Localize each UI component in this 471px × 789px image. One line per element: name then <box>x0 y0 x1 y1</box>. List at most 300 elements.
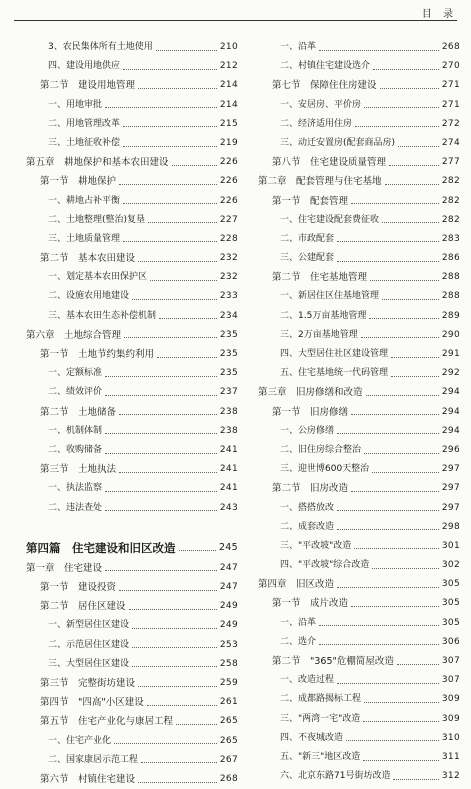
toc-entry-chapter[interactable] <box>258 172 460 191</box>
toc-entry-chapter[interactable] <box>258 575 460 594</box>
toc-entry-item[interactable] <box>26 479 238 498</box>
toc-entry-title: 五、住宅基地统一代码管理 <box>280 368 389 379</box>
toc-entry-page: 265 <box>219 735 238 746</box>
toc-entry-title: 第二节 基本农田建设 <box>40 253 136 265</box>
toc-entry-section[interactable] <box>26 76 238 95</box>
toc-entry-page: 268 <box>441 42 460 52</box>
toc-entry-gap <box>26 518 238 537</box>
toc-entry-title: 3、农民集体所有土地使用 <box>48 42 153 52</box>
toc-entry-page: 282 <box>441 214 460 225</box>
toc-entry-item[interactable] <box>26 422 238 441</box>
toc-entry-item[interactable] <box>26 192 238 211</box>
dot-leader <box>148 221 217 223</box>
toc-entry-page: 219 <box>219 137 238 148</box>
toc-entry-title: 二、收购储备 <box>48 444 103 455</box>
toc-entry-title: 一、划定基本农田保护区 <box>48 272 148 283</box>
toc-entry-page: 237 <box>219 387 238 398</box>
toc-entry-page: 282 <box>441 176 460 187</box>
toc-entry-item[interactable] <box>258 345 460 364</box>
toc-entry-title: 一、执法监察 <box>48 483 103 494</box>
toc-entry-page: 243 <box>219 502 238 513</box>
toc-entry-title: 一、定额标准 <box>48 368 103 379</box>
toc-entry-title: 一、改造过程 <box>280 675 335 686</box>
dot-leader <box>391 356 439 358</box>
toc-entry-page: 247 <box>219 562 238 573</box>
toc-entry-title: 一、住宅建设配套费征收 <box>280 214 380 225</box>
dot-leader <box>138 260 217 262</box>
toc-entry-page: 214 <box>219 80 238 91</box>
toc-entry-title: 二、成都路揭标工程 <box>280 694 362 705</box>
toc-entry-title: 三、基本农田生态补偿机制 <box>48 310 157 321</box>
dot-leader <box>363 759 439 761</box>
toc-entry-title: 二、旧住房综合整治 <box>280 444 362 455</box>
toc-entry-title: 第一节 土地节约集约利用 <box>40 349 155 360</box>
toc-entry-title: 三、2万亩基地管理 <box>280 329 358 340</box>
dot-leader <box>123 240 217 242</box>
toc-entry-title: 第一节 配套管理 <box>272 195 349 207</box>
toc-entry-title: 二、绩效评价 <box>48 387 103 398</box>
toc-entry-item[interactable] <box>26 383 238 402</box>
header-rule <box>14 20 457 21</box>
toc-entry-item[interactable] <box>258 556 460 575</box>
toc-entry-title: 第一节 旧房修缮 <box>272 406 349 418</box>
toc-entry-item[interactable] <box>26 134 238 153</box>
toc-entry-title: 二、国家康居示范工程 <box>48 754 139 765</box>
toc-entry-item[interactable] <box>26 211 238 230</box>
toc-entry-title: 第五节 住宅产业化与康居工程 <box>40 716 174 728</box>
toc-entry-item[interactable] <box>258 518 460 537</box>
toc-entry-item[interactable] <box>258 633 460 652</box>
toc-entry-chapter[interactable] <box>26 559 238 578</box>
toc-entry-item[interactable] <box>26 287 238 306</box>
toc-entry-page: 232 <box>219 253 238 264</box>
toc-entry-chapter[interactable] <box>26 153 238 172</box>
toc-entry-title: 第二节 住宅基地管理 <box>272 272 368 284</box>
toc-entry-page: 297 <box>441 464 460 475</box>
toc-entry-item[interactable] <box>258 326 460 345</box>
toc-entry-page: 241 <box>219 464 238 475</box>
dot-leader <box>132 627 217 629</box>
toc-entry-page: 294 <box>441 387 460 398</box>
toc-entry-page: 311 <box>441 751 460 762</box>
dot-leader <box>382 221 439 223</box>
toc-entry-page: 288 <box>441 291 460 302</box>
toc-entry-title: 三、"两湾一宅"改造 <box>280 713 361 724</box>
dot-leader <box>176 723 217 725</box>
toc-entry-title: 二、用地管理改革 <box>48 118 121 129</box>
toc-entry-page: 245 <box>218 541 238 553</box>
toc-entry-item[interactable] <box>26 57 238 76</box>
dot-leader <box>105 375 217 377</box>
dot-leader <box>147 704 217 706</box>
toc-entry-page: 297 <box>441 483 460 494</box>
toc-entry-section[interactable] <box>26 345 238 364</box>
dot-leader <box>398 145 439 147</box>
dot-leader <box>361 336 439 338</box>
toc-entry-item[interactable] <box>26 230 238 249</box>
toc-entry-page: 261 <box>219 697 238 708</box>
toc-entry-page: 309 <box>441 694 460 705</box>
toc-entry-item[interactable] <box>26 751 238 770</box>
toc-entry-item[interactable] <box>258 422 460 441</box>
dot-leader <box>397 663 439 665</box>
dot-leader <box>346 739 439 741</box>
toc-entry-page: 238 <box>219 406 238 417</box>
toc-entry-item[interactable] <box>26 499 238 518</box>
toc-entry-page: 258 <box>219 658 238 669</box>
dot-leader <box>319 624 439 626</box>
dot-leader <box>391 375 439 377</box>
toc-entry-title: 第四章 旧区改造 <box>258 579 335 591</box>
dot-leader <box>354 547 439 549</box>
toc-entry-page: 238 <box>219 425 238 436</box>
toc-entry-item[interactable] <box>258 57 460 76</box>
toc-entry-page: 214 <box>219 99 238 110</box>
dot-leader <box>150 279 217 281</box>
dot-leader <box>364 106 439 108</box>
toc-entry-section[interactable] <box>26 693 238 712</box>
toc-entry-item[interactable] <box>258 441 460 460</box>
toc-entry-page: 277 <box>441 157 460 168</box>
toc-left-column <box>26 38 238 789</box>
dot-leader <box>373 68 439 70</box>
toc-entry-item[interactable] <box>26 441 238 460</box>
toc-entry-item[interactable] <box>258 499 460 518</box>
toc-entry-title: 二、违法查处 <box>48 502 103 513</box>
dot-leader <box>337 586 439 588</box>
toc-entry-section[interactable] <box>26 674 238 693</box>
toc-entry-page: 253 <box>219 639 238 650</box>
dot-leader <box>123 68 217 70</box>
toc-entry-title: 一、沿革 <box>280 42 317 52</box>
toc-entry-item[interactable] <box>258 671 460 690</box>
dot-leader <box>389 164 439 166</box>
toc-entry-section[interactable] <box>26 460 238 479</box>
toc-entry-section[interactable] <box>26 597 238 616</box>
toc-entry-item[interactable] <box>258 748 460 767</box>
toc-entry-page: 307 <box>441 675 460 686</box>
dot-leader <box>105 490 217 492</box>
dot-leader <box>337 528 439 530</box>
toc-entry-section[interactable] <box>26 770 238 789</box>
toc-entry-title: 三、迎世博600天整治 <box>280 464 370 475</box>
toc-entry-page: 249 <box>219 601 238 612</box>
toc-entry-title: 第八节 住宅建设质量管理 <box>272 157 387 169</box>
toc-entry-title: 第四节 "四高"小区建设 <box>40 697 144 709</box>
toc-entry-page: 241 <box>219 444 238 455</box>
dot-leader <box>351 202 439 204</box>
toc-entry-page: 271 <box>441 99 460 110</box>
toc-entry-item[interactable] <box>258 287 460 306</box>
toc-entry-title: 一、用地审批 <box>48 99 103 110</box>
toc-entry-page: 270 <box>441 61 460 72</box>
page-header <box>0 0 471 26</box>
toc-entry-page: 310 <box>441 732 460 743</box>
toc-entry-title: 第二节 居住区建设 <box>40 601 126 613</box>
toc-entry-title: 三、"平改坡"改造 <box>280 540 352 551</box>
dot-leader <box>123 202 217 204</box>
toc-entry-section[interactable] <box>26 172 238 191</box>
dot-leader <box>337 432 439 434</box>
toc-entry-title: 第二节 "365"危棚简屋改造 <box>272 656 394 667</box>
dot-leader <box>119 183 217 185</box>
toc-entry-title: 一、新型居住区建设 <box>48 620 130 631</box>
toc-entry-title: 一、安居房、平价房 <box>280 99 362 110</box>
dot-leader <box>351 413 439 415</box>
dot-leader <box>157 356 217 358</box>
toc-entry-section[interactable] <box>258 153 460 172</box>
toc-entry-title: 一、搭搭放改 <box>280 502 335 513</box>
dot-leader <box>366 394 439 396</box>
toc-entry-title: 第六章 土地综合管理 <box>26 329 122 341</box>
toc-entry-item[interactable] <box>258 537 460 556</box>
dot-leader <box>337 260 439 262</box>
toc-entry-page: 288 <box>441 272 460 283</box>
toc-entry-section[interactable] <box>258 192 460 211</box>
toc-entry-title: 五、"新三"地区改造 <box>280 751 361 762</box>
toc-entry-part[interactable] <box>26 537 238 559</box>
toc-entry-title: 二、1.5万亩基地管理 <box>280 310 367 321</box>
toc-entry-page: 234 <box>219 310 238 321</box>
dot-leader <box>141 761 217 763</box>
toc-entry-title: 第七节 保障住住房建设 <box>272 80 377 92</box>
dot-leader <box>105 432 217 434</box>
dot-leader <box>123 145 217 147</box>
toc-entry-page: 227 <box>219 214 238 225</box>
dot-leader <box>372 471 439 473</box>
dot-leader <box>319 49 439 51</box>
toc-entry-title: 二、设施农用地建设 <box>48 291 130 302</box>
toc-entry-chapter[interactable] <box>258 383 460 402</box>
toc-entry-title: 四、大型居住社区建设管理 <box>280 349 389 359</box>
toc-entry-title: 第六节 村镇住宅建设 <box>40 773 136 785</box>
dot-leader <box>319 643 439 645</box>
toc-entry-title: 第二节 土地储备 <box>40 406 117 418</box>
toc-entry-title: 第二节 旧房改造 <box>272 483 349 495</box>
toc-entry-item[interactable] <box>258 690 460 709</box>
dot-leader <box>129 608 217 610</box>
toc-entry-item[interactable] <box>258 230 460 249</box>
toc-entry-page: 294 <box>441 406 460 417</box>
toc-entry-title: 第三章 旧房修缮和改造 <box>258 387 363 399</box>
toc-entry-item[interactable] <box>258 115 460 134</box>
toc-entry-page: 301 <box>441 540 460 551</box>
toc-entry-page: 312 <box>441 771 460 782</box>
toc-entry-page: 289 <box>441 310 460 321</box>
toc-entry-title: 三、大型居住区建设 <box>48 658 130 669</box>
dot-leader <box>105 394 217 396</box>
dot-leader <box>159 317 217 319</box>
toc-entry-title: 第一节 建设投资 <box>40 582 117 594</box>
dot-leader <box>138 685 217 687</box>
toc-entry-title: 第五章 耕地保护和基本农田建设 <box>26 157 169 169</box>
toc-entry-title: 四、"平改坡"综合改造 <box>280 560 370 571</box>
toc-entry-item[interactable] <box>26 96 238 115</box>
toc-entry-page: 247 <box>219 582 238 593</box>
toc-entry-page: 291 <box>441 349 460 359</box>
toc-entry-item[interactable] <box>26 307 238 326</box>
toc-entry-section[interactable] <box>258 594 460 613</box>
toc-entry-page: 249 <box>219 620 238 631</box>
toc-entry-title: 三、公建配套 <box>280 253 335 264</box>
toc-entry-title: 一、机制体制 <box>48 425 103 436</box>
toc-entry-page: 297 <box>441 502 460 513</box>
toc-entry-page: 265 <box>219 716 238 727</box>
toc-entry-item[interactable] <box>26 364 238 383</box>
toc-entry-page: 286 <box>441 253 460 264</box>
toc-entry-page: 305 <box>441 617 460 628</box>
toc-entry-title: 第一节 耕地保护 <box>40 176 117 188</box>
dot-leader <box>119 471 217 473</box>
toc-entry-section[interactable] <box>26 578 238 597</box>
toc-entry-section[interactable] <box>26 403 238 422</box>
dot-leader <box>393 778 438 780</box>
dot-leader <box>351 605 439 607</box>
dot-leader <box>123 125 217 127</box>
toc-entry-page: 228 <box>219 233 238 244</box>
toc-entry-title: 四、不夜城改造 <box>280 732 344 743</box>
toc-entry-title: 第二章 配套管理与住宅基地 <box>258 176 382 188</box>
dot-leader <box>337 682 439 684</box>
toc-entry-title: 三、土地质量管理 <box>48 233 121 244</box>
toc-entry-page: 210 <box>219 42 238 52</box>
dot-leader <box>172 164 217 166</box>
toc-entry-page: 294 <box>441 425 460 436</box>
toc-entry-section[interactable] <box>258 268 460 287</box>
toc-entry-page: 226 <box>219 195 238 206</box>
toc-entry-item[interactable] <box>258 38 460 57</box>
toc-entry-title: 二、选介 <box>280 636 317 647</box>
dot-leader <box>372 567 439 569</box>
dot-leader <box>156 49 217 51</box>
toc-entry-page: 271 <box>441 80 460 91</box>
toc-right-column <box>258 38 460 786</box>
dot-leader <box>105 509 217 511</box>
toc-entry-item[interactable] <box>258 249 460 268</box>
toc-entry-title: 第三节 完整街坊建设 <box>40 678 136 689</box>
toc-entry-title: 第一章 住宅建设 <box>26 562 103 574</box>
toc-entry-section[interactable] <box>26 712 238 731</box>
toc-entry-page: 302 <box>441 560 460 571</box>
toc-entry-page: 267 <box>219 754 238 765</box>
toc-entry-title: 四、建设用地供应 <box>48 61 121 72</box>
toc-entry-title: 第三节 土地执法 <box>40 464 117 476</box>
toc-entry-item[interactable] <box>258 767 460 786</box>
toc-entry-page: 235 <box>219 349 238 359</box>
toc-entry-title: 二、土地整理(整治)复垦 <box>48 214 146 225</box>
toc-entry-item[interactable] <box>258 729 460 748</box>
toc-entry-page: 292 <box>441 368 460 379</box>
dot-leader <box>337 509 439 511</box>
toc-entry-item[interactable] <box>26 115 238 134</box>
toc-entry-section[interactable] <box>258 76 460 95</box>
toc-entry-item[interactable] <box>258 710 460 729</box>
toc-entry-title: 二、市政配套 <box>280 233 335 244</box>
toc-entry-item[interactable] <box>258 211 460 230</box>
dot-leader <box>105 106 217 108</box>
toc-entry-item[interactable] <box>258 134 460 153</box>
toc-entry-item[interactable] <box>26 732 238 751</box>
toc-entry-section[interactable] <box>26 249 238 268</box>
toc-entry-title: 三、土地征收补偿 <box>48 137 121 148</box>
toc-entry-page: 235 <box>219 368 238 379</box>
dot-leader <box>351 490 439 492</box>
dot-leader <box>105 569 217 571</box>
dot-leader <box>380 87 439 89</box>
dot-leader <box>114 742 217 744</box>
dot-leader <box>119 413 217 415</box>
dot-leader <box>355 125 439 127</box>
toc-entry-section[interactable] <box>258 403 460 422</box>
toc-entry-page: 274 <box>441 137 460 148</box>
toc-entry-page: 290 <box>441 329 460 340</box>
toc-entry-title: 二、示范居住区建设 <box>48 639 130 650</box>
toc-entry-title: 一、沿革 <box>280 617 317 628</box>
dot-leader <box>370 279 439 281</box>
toc-entry-page: 309 <box>441 713 460 724</box>
toc-entry-title: 一、耕地占补平衡 <box>48 195 121 206</box>
toc-entry-title: 第四篇 住宅建设和旧区改造 <box>26 540 176 555</box>
toc-entry-title: 一、新居住区住基地管理 <box>280 291 380 302</box>
toc-entry-chapter[interactable] <box>26 326 238 345</box>
toc-entry-item[interactable] <box>26 38 238 57</box>
header-title: 目 录 <box>421 9 457 20</box>
toc-entry-page: 232 <box>219 272 238 283</box>
dot-leader <box>369 317 439 319</box>
toc-entry-section[interactable] <box>258 479 460 498</box>
toc-entry-title: 三、动迁安置房(配套商品房) <box>280 137 396 148</box>
toc-entry-item[interactable] <box>258 364 460 383</box>
dot-leader <box>385 183 439 185</box>
toc-entry-item[interactable] <box>26 268 238 287</box>
dot-leader <box>124 336 217 338</box>
toc-entry-page: 296 <box>441 444 460 455</box>
dot-leader <box>132 665 217 667</box>
toc-entry-section[interactable] <box>258 652 460 671</box>
toc-entry-page: 212 <box>219 61 238 72</box>
dot-leader <box>119 589 217 591</box>
dot-leader <box>138 781 217 783</box>
toc-entry-page: 259 <box>219 678 238 688</box>
toc-entry-item[interactable] <box>258 96 460 115</box>
toc-entry-page: 305 <box>441 598 460 609</box>
toc-entry-title: 一、住宅产业化 <box>48 735 112 746</box>
dot-leader <box>382 298 439 300</box>
toc-entry-item[interactable] <box>26 616 238 635</box>
toc-entry-title: 二、村镇住宅建设选介 <box>280 61 371 72</box>
toc-entry-page: 298 <box>441 521 460 532</box>
toc-entry-page: 226 <box>219 157 238 168</box>
toc-entry-item[interactable] <box>258 460 460 479</box>
toc-entry-page: 282 <box>441 195 460 206</box>
dot-leader <box>138 87 217 89</box>
toc-entry-page: 283 <box>441 233 460 244</box>
dot-leader <box>105 452 217 454</box>
toc-entry-title: 六、北京东路71号街坊改造 <box>280 771 391 782</box>
toc-entry-item[interactable] <box>26 636 238 655</box>
dot-leader <box>364 452 439 454</box>
toc-entry-page: 306 <box>441 636 460 647</box>
dot-leader <box>179 549 216 551</box>
toc-entry-page: 233 <box>219 291 238 302</box>
toc-entry-title: 二、成套改造 <box>280 521 335 532</box>
toc-entry-title: 二、经济适用住房 <box>280 118 353 129</box>
toc-entry-item[interactable] <box>258 307 460 326</box>
toc-entry-page: 235 <box>219 329 238 340</box>
dot-leader <box>363 720 439 722</box>
toc-entry-item[interactable] <box>258 614 460 633</box>
toc-entry-title: 第二节 建设用地管理 <box>40 80 136 92</box>
